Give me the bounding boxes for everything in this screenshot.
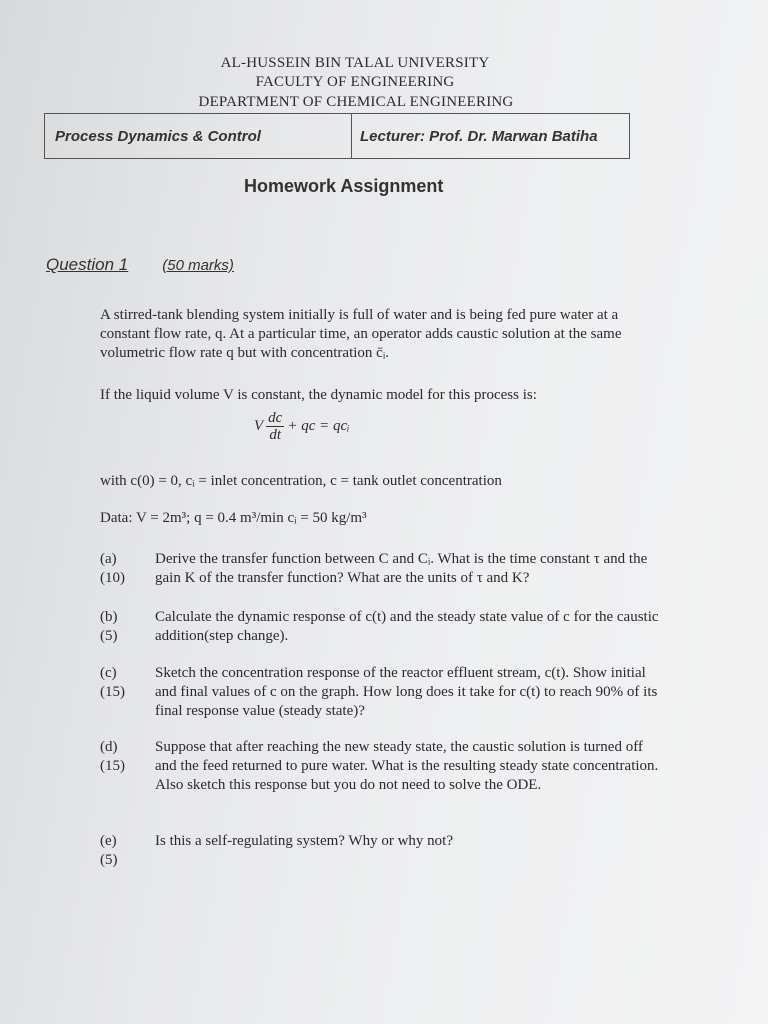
part-letter: (e)	[100, 833, 117, 849]
faculty-name: FACULTY OF ENGINEERING	[255, 74, 455, 90]
part-text: Calculate the dynamic response of c(t) and the steady state value of c for the caustic addition(step change).	[155, 609, 659, 644]
part-text: Derive the transfer function between C and Cᵢ. What is the time constant τ and the gain K of the transfer function? What are the units of τ and K?	[155, 551, 648, 586]
university-name: AL-HUSSEIN BIN TALAL UNIVERSITY	[220, 55, 490, 71]
part-letter: (b)	[100, 609, 118, 625]
part-marks: (5)	[100, 852, 118, 868]
lecturer-name: Lecturer: Prof. Dr. Marwan Batiha	[360, 127, 598, 145]
question-label: Question 1	[46, 255, 129, 274]
part-text: Sketch the concentration response of the reactor effluent stream, c(t). Show initial and final values of c on the graph. How long does it take for c(t) to reach 90% of its final response value (steady state)?	[155, 665, 658, 719]
part-marks: (15)	[100, 684, 125, 700]
model-statement: If the liquid volume V is constant, the dynamic model for this process is:	[100, 387, 537, 403]
part-marks: (10)	[100, 570, 125, 586]
part-marks: (15)	[100, 758, 125, 774]
equation-numerator: dc	[268, 410, 283, 426]
dynamic-model-equation	[254, 410, 350, 443]
part-letter: (c)	[100, 665, 117, 681]
part-letter: (d)	[100, 739, 118, 755]
course-name: Process Dynamics & Control	[45, 114, 352, 158]
equation-volume: V	[254, 418, 264, 434]
part-letter: (a)	[100, 551, 117, 567]
course-info-table	[44, 113, 630, 159]
given-data: Data: V = 2m³; q = 0.4 m³/min cᵢ = 50 kg/m³	[100, 510, 367, 526]
part-text: Is this a self-regulating system? Why or why not?	[155, 833, 453, 849]
equation-rest: + qc = qcᵢ	[287, 418, 350, 434]
page-title: Homework Assignment	[244, 176, 444, 196]
equation-derivative	[266, 410, 284, 443]
department-name: DEPARTMENT OF CHEMICAL ENGINEERING	[198, 94, 514, 110]
part-marks: (5)	[100, 628, 118, 644]
question-marks: (50 marks)	[162, 257, 234, 274]
question-intro: A stirred-tank blending system initially is full of water and is being fed pure water at a constant flow rate, q. At a particular time, an operator adds caustic solution at the same volumetric flow rate q but with concentration c̄ᵢ.	[100, 307, 622, 361]
question-heading	[46, 255, 234, 275]
initial-conditions: with c(0) = 0, cᵢ = inlet concentration, c = tank outlet concentration	[100, 473, 502, 489]
part-text: Suppose that after reaching the new steady state, the caustic solution is turned off and the feed returned to pure water. What is the resulting steady state concentration. Also sketch this response but you do not need to solve the ODE.	[155, 739, 659, 793]
equation-denominator: dt	[269, 427, 282, 443]
